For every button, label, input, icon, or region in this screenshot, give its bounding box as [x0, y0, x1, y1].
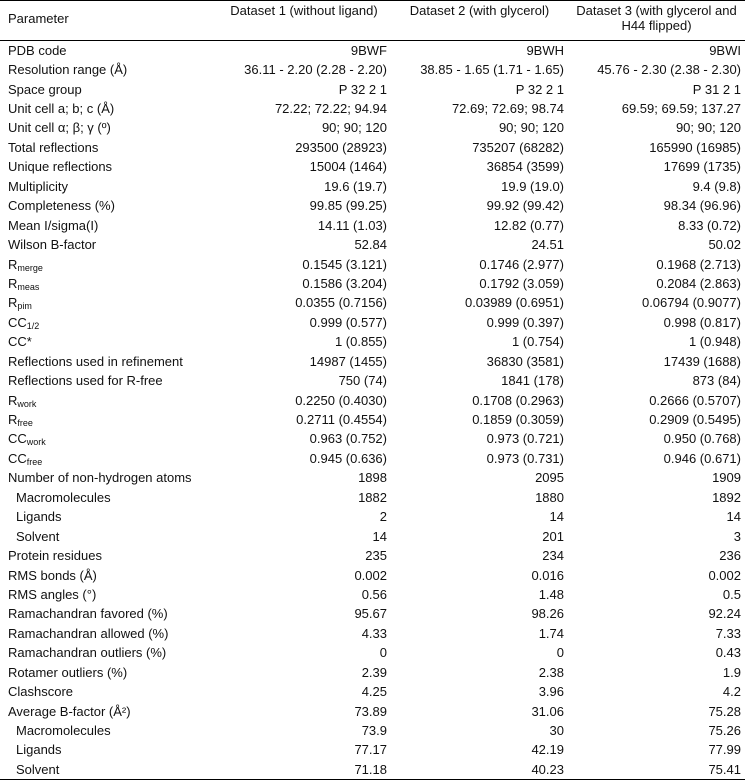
table-row [0, 313, 745, 332]
parameter-name [0, 643, 217, 662]
dataset-3-value: 165990 (16985) [649, 139, 741, 155]
dataset-3-value: 0.06794 (0.9077) [641, 295, 741, 311]
dataset-2-value: 735207 (68282) [472, 139, 564, 155]
dataset-1-value: 235 [365, 548, 387, 564]
dataset-3-value: 0.998 (0.817) [663, 314, 741, 330]
dataset-1-value: 72.22; 72.22; 94.94 [274, 101, 387, 117]
dataset-1-value: 90; 90; 120 [321, 120, 387, 136]
table-row [0, 177, 745, 196]
table-row [0, 585, 745, 604]
parameter-subscript: free [26, 456, 43, 467]
parameter-name [0, 313, 217, 332]
dataset-2-value: 12.82 (0.77) [493, 217, 564, 233]
parameter-name [0, 585, 217, 604]
parameter-label: R [8, 275, 18, 291]
dataset-2-value: 0.973 (0.721) [486, 431, 564, 447]
dataset-1-value: 14.11 (1.03) [317, 217, 387, 233]
dataset-2-value: 0.1859 (0.3059) [472, 412, 564, 428]
parameter-name [0, 701, 217, 720]
dataset-3-value: 0.5 [722, 586, 741, 602]
parameter-name [0, 449, 217, 468]
parameter-label: Reflections used for R-free [8, 373, 163, 389]
dataset-1-value: 750 (74) [338, 373, 387, 389]
table-row [0, 390, 745, 409]
dataset-3-value: 50.02 [708, 237, 741, 253]
dataset-2-value: 0.03989 (0.6951) [464, 295, 564, 311]
dataset-3-value: 0.2909 (0.5495) [649, 412, 741, 428]
dataset-1-value: P 32 2 1 [338, 81, 387, 97]
table-row [0, 352, 745, 371]
table-row [0, 643, 745, 662]
dataset-1-value: 0.2250 (0.4030) [295, 392, 387, 408]
parameter-label: CC* [8, 334, 32, 350]
parameter-name [0, 157, 217, 176]
parameter-name [0, 352, 217, 371]
parameter-name [0, 507, 217, 526]
dataset-1-value: 0.56 [361, 586, 387, 602]
parameter-label: RMS angles (°) [8, 586, 97, 602]
parameter-label: R [8, 392, 18, 408]
dataset-1-value: 1 (0.855) [334, 334, 387, 350]
dataset-3-value: 4.2 [722, 684, 741, 700]
dataset-1-value: 0.999 (0.577) [309, 314, 387, 330]
table-row [0, 526, 745, 545]
parameter-name [0, 546, 217, 565]
table-row [0, 760, 745, 779]
parameter-subscript: work [26, 437, 46, 448]
dataset-2-value: 0.016 [531, 567, 564, 583]
parameter-name [0, 565, 217, 584]
parameter-label: Protein residues [8, 548, 102, 564]
table-row [0, 254, 745, 273]
parameter-name [0, 682, 217, 701]
parameter-label: Completeness (%) [8, 198, 115, 214]
dataset-1-value: 0 [379, 645, 387, 661]
dataset-1-value: 0.963 (0.752) [309, 431, 387, 447]
dataset-3-value: 17699 (1735) [663, 159, 741, 175]
dataset-3-value: 14 [726, 509, 741, 525]
dataset-1-value: 14987 (1455) [309, 353, 387, 369]
parameter-name [0, 740, 217, 759]
table-row [0, 196, 745, 215]
dataset-2-value: 0.999 (0.397) [486, 314, 564, 330]
table-row [0, 138, 745, 157]
dataset-1-value: 293500 (28923) [295, 139, 387, 155]
dataset-3-value: 77.99 [708, 742, 741, 758]
dataset-2-value: 31.06 [531, 703, 564, 719]
parameter-name [0, 196, 217, 215]
dataset-2-value: 14 [549, 509, 564, 525]
table-row [0, 235, 745, 254]
parameter-name [0, 293, 217, 312]
table-row [0, 99, 745, 118]
parameter-subscript: 1/2 [26, 320, 40, 331]
dataset-2-value: 201 [542, 528, 564, 544]
parameter-name [0, 624, 217, 643]
dataset-3-value: 1 (0.948) [688, 334, 741, 350]
table-row [0, 79, 745, 98]
parameter-name [0, 254, 217, 273]
dataset-1-value: 1898 [358, 470, 387, 486]
dataset-3-value: 0.002 [708, 567, 741, 583]
parameter-label: R [8, 256, 18, 272]
parameter-label: R [8, 295, 18, 311]
parameter-label: Ramachandran allowed (%) [8, 625, 169, 641]
dataset-1-value: 9BWF [350, 42, 387, 58]
dataset-1-value: 19.6 (19.7) [324, 178, 387, 194]
table-row [0, 410, 745, 429]
parameter-name [0, 60, 217, 79]
dataset-1-value: 95.67 [354, 606, 387, 622]
parameter-label: CC [8, 431, 27, 447]
table-row [0, 429, 745, 448]
dataset-1-value: 0.1545 (3.121) [302, 256, 387, 272]
dataset-3-value: 7.33 [715, 625, 741, 641]
dataset-1-value: 36.11 - 2.20 (2.28 - 2.20) [244, 62, 387, 78]
parameter-subscript: meas [17, 281, 40, 292]
parameter-label: RMS bonds (Å) [8, 567, 97, 583]
dataset-2-value: 36854 (3599) [486, 159, 564, 175]
parameter-name [0, 526, 217, 545]
header-dataset-1: Dataset 1 (without ligand) [217, 1, 391, 41]
dataset-3-value: 75.41 [568, 760, 745, 779]
dataset-2-value: 90; 90; 120 [498, 120, 564, 136]
parameter-subscript: work [17, 398, 37, 409]
dataset-3-value: 0.2084 (2.863) [656, 275, 741, 291]
parameter-label: CC [8, 450, 27, 466]
table-row [0, 604, 745, 623]
table-row [0, 546, 745, 565]
parameter-label: Unit cell α; β; γ (º) [8, 120, 111, 136]
parameter-label: Total reflections [8, 139, 99, 155]
dataset-2-value: 0.1746 (2.977) [479, 256, 564, 272]
dataset-2-value: 1841 (178) [501, 373, 564, 389]
parameter-label: Solvent [16, 761, 60, 777]
table-row [0, 468, 745, 487]
parameter-name [0, 41, 217, 60]
header-dataset-2: Dataset 2 (with glycerol) [391, 1, 568, 41]
dataset-1-value: 4.33 [361, 625, 387, 641]
parameter-name [0, 118, 217, 137]
dataset-2-value: 1880 [535, 489, 564, 505]
dataset-2-value: 0.1708 (0.2963) [472, 392, 564, 408]
table-row [0, 449, 745, 468]
parameter-label: Ramachandran favored (%) [8, 606, 168, 622]
dataset-3-value: 873 (84) [692, 373, 741, 389]
table-row [0, 293, 745, 312]
dataset-3-value: 92.24 [708, 606, 741, 622]
parameter-label: Unit cell a; b; c (Å) [8, 101, 115, 117]
dataset-2-value: 1.74 [538, 625, 564, 641]
dataset-2-value: 42.19 [531, 742, 564, 758]
table-row [0, 682, 745, 701]
dataset-1-value: 0.945 (0.636) [309, 450, 387, 466]
table-row [0, 157, 745, 176]
parameter-label: Space group [8, 81, 82, 97]
dataset-3-value: 69.59; 69.59; 137.27 [621, 101, 741, 117]
dataset-3-value: P 31 2 1 [692, 81, 741, 97]
dataset-1-value: 0.2711 (0.4554) [296, 412, 387, 428]
dataset-1-value: 15004 (1464) [309, 159, 387, 175]
parameter-label: Multiplicity [8, 178, 68, 194]
dataset-3-value: 0.946 (0.671) [663, 450, 741, 466]
dataset-3-value: 236 [719, 548, 741, 564]
dataset-2-value: 9BWH [526, 42, 564, 58]
parameter-label: Clashscore [8, 684, 74, 700]
parameter-subscript: free [17, 418, 33, 429]
parameter-name [0, 390, 217, 409]
table-row [0, 701, 745, 720]
dataset-3-value: 9BWI [709, 42, 741, 58]
table-row [0, 215, 745, 234]
dataset-1-value: 73.9 [361, 723, 387, 739]
dataset-3-value: 45.76 - 2.30 (2.38 - 2.30) [597, 62, 741, 78]
parameter-name [0, 721, 217, 740]
parameter-label: PDB code [8, 42, 67, 58]
parameter-label: Macromolecules [16, 489, 111, 505]
table-row [0, 60, 745, 79]
parameter-label: Ligands [16, 509, 62, 525]
table-row [0, 565, 745, 584]
dataset-2-value: P 32 2 1 [515, 81, 564, 97]
dataset-3-value: 1909 [712, 470, 741, 486]
parameter-name [0, 371, 217, 390]
dataset-2-value: 72.69; 72.69; 98.74 [451, 101, 564, 117]
dataset-3-value: 75.26 [708, 723, 741, 739]
table-row [0, 663, 745, 682]
dataset-2-value: 99.92 (99.42) [486, 198, 564, 214]
parameter-label: CC [8, 314, 27, 330]
dataset-3-value: 17439 (1688) [663, 353, 741, 369]
dataset-2-value: 1.48 [538, 586, 564, 602]
dataset-3-value: 1.9 [722, 664, 741, 680]
dataset-2-value: 3.96 [538, 684, 564, 700]
dataset-2-value: 2.38 [538, 664, 564, 680]
header-parameter: Parameter [0, 1, 217, 41]
dataset-1-value: 52.84 [354, 237, 387, 253]
dataset-3-value: 0.43 [715, 645, 741, 661]
dataset-3-value: 75.28 [708, 703, 741, 719]
parameter-label: Reflections used in refinement [8, 353, 183, 369]
parameter-name [0, 604, 217, 623]
parameter-label: Unique reflections [8, 159, 113, 175]
parameter-subscript: merge [17, 262, 43, 273]
dataset-2-value: 19.9 (19.0) [501, 178, 564, 194]
dataset-3-value: 0.1968 (2.713) [656, 256, 741, 272]
parameter-label: Ramachandran outliers (%) [8, 645, 167, 661]
header-row [0, 1, 745, 41]
dataset-2-value: 234 [542, 548, 564, 564]
table-row [0, 118, 745, 137]
dataset-1-value: 2 [379, 509, 387, 525]
parameter-name [0, 663, 217, 682]
table-row [0, 721, 745, 740]
dataset-2-value: 24.51 [531, 237, 564, 253]
parameter-label: Mean I/sigma(I) [8, 217, 99, 233]
parameter-label: Wilson B-factor [8, 237, 97, 253]
parameter-label: Rotamer outliers (%) [8, 664, 128, 680]
table-row [0, 332, 745, 351]
dataset-2-value: 98.26 [531, 606, 564, 622]
dataset-2-value: 1 (0.754) [511, 334, 564, 350]
parameter-name [0, 410, 217, 429]
dataset-1-value: 0.0355 (0.7156) [295, 295, 387, 311]
dataset-1-value: 99.85 (99.25) [309, 198, 387, 214]
parameter-name [0, 79, 217, 98]
table-row [0, 740, 745, 759]
dataset-2-value: 30 [549, 723, 564, 739]
dataset-2-value: 0.1792 (3.059) [479, 275, 564, 291]
parameter-name [0, 138, 217, 157]
dataset-2-value: 2095 [535, 470, 564, 486]
parameter-label: R [8, 412, 18, 428]
dataset-3-value: 9.4 (9.8) [692, 178, 741, 194]
dataset-1-value: 0.002 [354, 567, 387, 583]
dataset-2-value: 38.85 - 1.65 (1.71 - 1.65) [420, 62, 564, 78]
parameter-label: Ligands [16, 742, 62, 758]
dataset-2-value: 36830 (3581) [486, 353, 564, 369]
table-row [0, 274, 745, 293]
dataset-3-value: 3 [733, 528, 741, 544]
header-dataset-3: Dataset 3 (with glycerol and H44 flipped) [568, 1, 745, 41]
parameter-name [0, 488, 217, 507]
table-row [0, 624, 745, 643]
dataset-3-value: 8.33 (0.72) [678, 217, 741, 233]
table-row [0, 507, 745, 526]
table-row [0, 41, 745, 60]
dataset-2-value: 0.973 (0.731) [486, 450, 564, 466]
parameter-label: Average B-factor (Å²) [8, 703, 131, 719]
dataset-1-value: 73.89 [354, 703, 387, 719]
parameter-name [0, 468, 217, 487]
table-row [0, 371, 745, 390]
parameter-name [0, 99, 217, 118]
dataset-1-value: 14 [372, 528, 387, 544]
parameter-name [0, 429, 217, 448]
dataset-3-value: 98.34 (96.96) [663, 198, 741, 214]
parameter-name [0, 177, 217, 196]
parameter-name [0, 235, 217, 254]
table-row [0, 488, 745, 507]
dataset-1-value: 2.39 [361, 664, 387, 680]
parameter-name [0, 215, 217, 234]
dataset-1-value: 77.17 [354, 742, 387, 758]
dataset-1-value: 0.1586 (3.204) [302, 275, 387, 291]
dataset-3-value: 0.2666 (0.5707) [649, 392, 741, 408]
parameter-name [0, 274, 217, 293]
dataset-1-value: 4.25 [361, 684, 387, 700]
dataset-2-value: 0 [556, 645, 564, 661]
parameter-label: Number of non-hydrogen atoms [8, 470, 192, 486]
dataset-3-value: 0.950 (0.768) [663, 431, 741, 447]
dataset-3-value: 1892 [712, 489, 741, 505]
dataset-2-value: 40.23 [391, 760, 568, 779]
dataset-1-value: 71.18 [217, 760, 391, 779]
parameter-name [0, 760, 217, 779]
dataset-1-value: 1882 [358, 489, 387, 505]
parameter-name [0, 332, 217, 351]
parameter-subscript: pim [17, 301, 32, 312]
parameter-label: Resolution range (Å) [8, 62, 128, 78]
parameter-label: Solvent [16, 528, 60, 544]
parameter-label: Macromolecules [16, 723, 111, 739]
dataset-3-value: 90; 90; 120 [675, 120, 741, 136]
